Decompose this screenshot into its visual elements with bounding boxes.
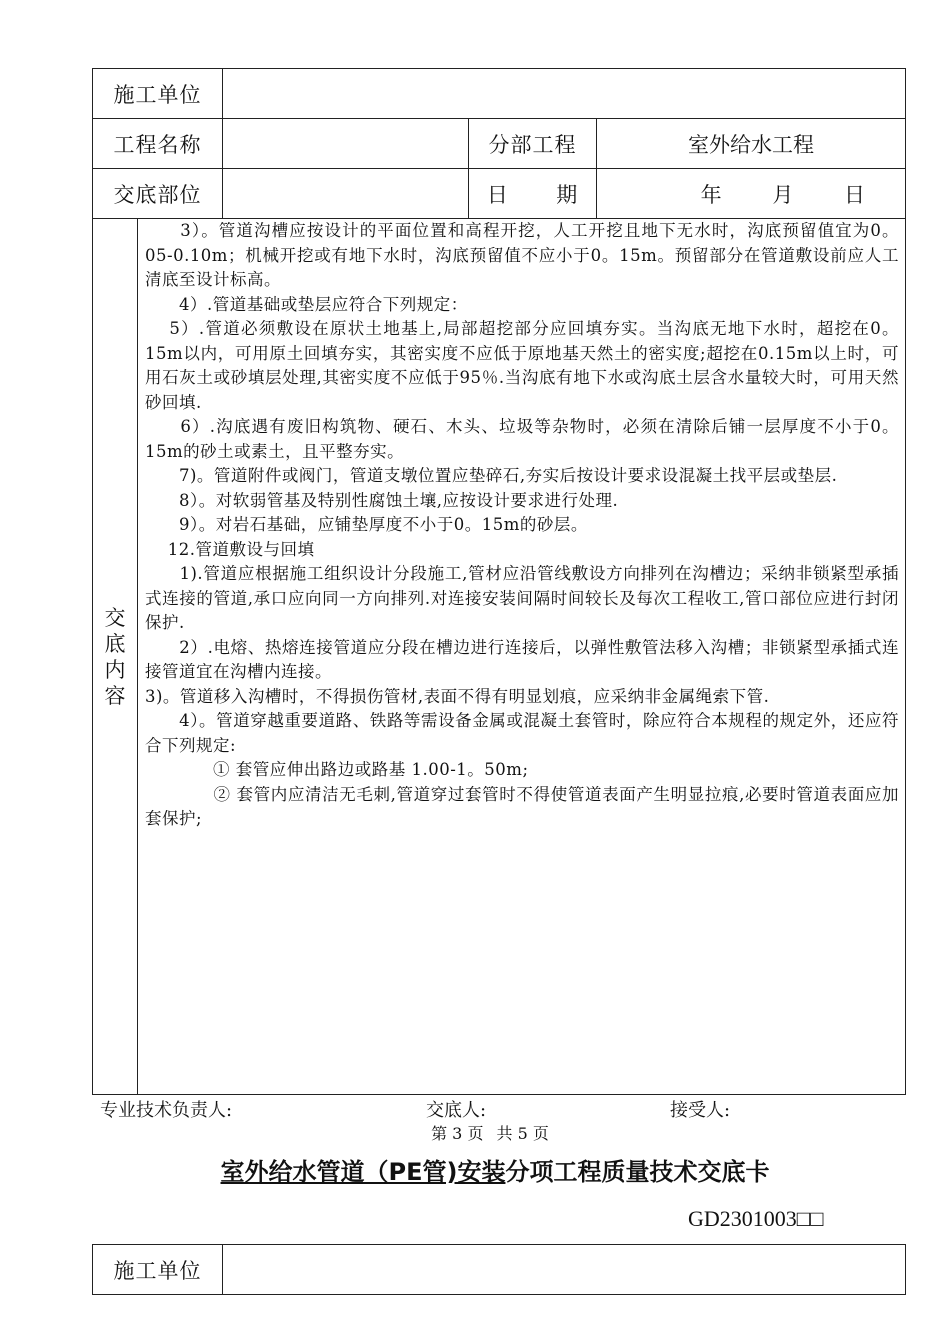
date-label bbox=[469, 169, 597, 219]
disclosure-content-label bbox=[93, 219, 138, 1095]
subproject-label: 分部工程 bbox=[469, 119, 597, 169]
document-title bbox=[0, 1152, 950, 1187]
page-current: 第 3 页 bbox=[431, 1124, 484, 1143]
construction-unit-value[interactable] bbox=[223, 69, 906, 119]
content-paragraph: 1).管道应根据施工组织设计分段施工,管材应沿管线敷设方向排列在沟槽边；采纳非锁紧型承插式连接的管道,承口应向同一方向排列.对连接安装间隔时间较长及每次工程收工,管口部位应进行封闭保护. bbox=[145, 564, 900, 632]
content-paragraph: 5）.管道必须敷设在原状土地基上,局部超挖部分应回填夯实。当沟底无地下水时，超挖在0。15m以内，可用原土回填夯实，其密实度不应低于原地基天然土的密实度;超挖在0.15m以上时，可用石灰土或砂填层处理,其密实度不应低于95％.当沟底有地下水或沟底土层含水量较大时，可用天然砂回填. bbox=[145, 319, 900, 412]
side-label-char-3: 内 bbox=[104, 657, 126, 682]
next-form-table bbox=[92, 1244, 906, 1295]
receiver-signature: 接受人: bbox=[670, 1100, 731, 1121]
construction-unit-label: 施工单位 bbox=[93, 69, 223, 119]
date-value[interactable] bbox=[597, 169, 906, 219]
content-paragraph: 7)。管道附件或阀门，管道支墩位置应垫碎石,夯实后按设计要求设混凝土找平层或垫层. bbox=[145, 466, 838, 485]
title-rest: 分项工程质量技术交底卡 bbox=[505, 1158, 770, 1186]
page-total: 共 5 页 bbox=[496, 1124, 549, 1143]
date-label-char-1: 日 bbox=[486, 182, 509, 207]
content-paragraph: 3)。管道移入沟槽时，不得损伤管材,表面不得有明显划痕，应采纳非金属绳索下管. bbox=[145, 686, 770, 706]
title-underlined-part: 室外给水管道（PE管)安装 bbox=[220, 1158, 506, 1186]
disclosure-form-table bbox=[92, 68, 906, 1095]
location-label: 交底部位 bbox=[93, 169, 223, 219]
date-month: 月 bbox=[772, 182, 794, 207]
date-day: 日 bbox=[844, 182, 866, 207]
project-name-label: 工程名称 bbox=[93, 119, 223, 169]
content-paragraph: 8）。对软弱管基及特别性腐蚀土壤,应按设计要求进行处理. bbox=[145, 490, 619, 510]
location-value[interactable] bbox=[223, 169, 469, 219]
date-year: 年 bbox=[700, 182, 722, 207]
construction-unit-value-2[interactable] bbox=[223, 1245, 906, 1295]
construction-unit-label-2: 施工单位 bbox=[93, 1245, 223, 1295]
document-code: GD2301003□□ bbox=[688, 1206, 824, 1231]
content-paragraph: 4）。管道穿越重要道路、铁路等需设备金属或混凝土套管时，除应符合本规程的规定外，还应符合下列规定: bbox=[145, 711, 900, 755]
signature-row bbox=[100, 1096, 900, 1122]
side-label-char-4: 容 bbox=[104, 683, 126, 708]
tech-lead-signature: 专业技术负责人: bbox=[100, 1100, 233, 1121]
content-paragraph: ① 套管应伸出路边或路基 1.00-1。50m; bbox=[145, 760, 529, 779]
content-paragraph: 12.管道敷设与回填 bbox=[145, 539, 315, 559]
side-label-char-2: 底 bbox=[104, 631, 126, 656]
side-label-char-1: 交 bbox=[104, 605, 126, 630]
project-name-value[interactable] bbox=[223, 119, 469, 169]
page-indicator bbox=[0, 1121, 950, 1144]
date-label-char-2: 期 bbox=[556, 182, 579, 207]
content-paragraph: ② 套管内应清洁无毛刺,管道穿过套管时不得使管道表面产生明显拉痕,必要时管道表面应加套保护; bbox=[145, 784, 900, 828]
content-paragraph: 6）.沟底遇有废旧构筑物、硬石、木头、垃圾等杂物时，必须在清除后铺一层厚度不小于0。15m的砂土或素土，且平整夯实。 bbox=[145, 417, 900, 461]
subproject-value: 室外给水工程 bbox=[597, 119, 906, 169]
content-paragraph: 3）。管道沟槽应按设计的平面位置和高程开挖，人工开挖且地下无水时，沟底预留值宜为0。05-0.10m；机械开挖或有地下水时，沟底预留值不应小于0。15m。预留部分在管道敷设前应人工清底至设计标高。 bbox=[145, 221, 900, 289]
disclosure-content bbox=[138, 219, 906, 1095]
discloser-signature: 交底人: bbox=[426, 1100, 487, 1121]
content-paragraph: 4）.管道基础或垫层应符合下列规定： bbox=[145, 294, 468, 314]
content-paragraph: 9）。对岩石基础，应铺垫厚度不小于0。15m的砂层。 bbox=[145, 515, 588, 534]
content-paragraph: 2）.电熔、热熔连接管道应分段在槽边进行连接后，以弹性敷管法移入沟槽；非锁紧型承插式连接管道宜在沟槽内连接。 bbox=[145, 637, 900, 681]
